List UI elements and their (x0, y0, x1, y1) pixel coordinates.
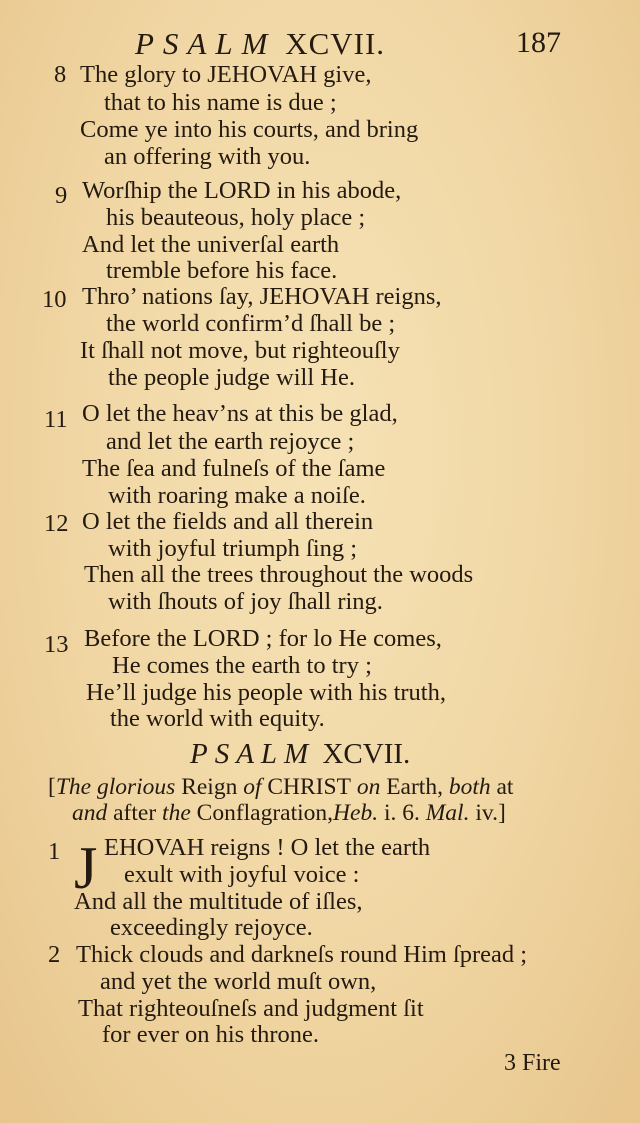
stanza-number: 1 (48, 838, 61, 865)
verse-line: And let the univerſal earth (82, 231, 340, 258)
verse-line: That righteouſneſs and judgment ſit (78, 995, 424, 1022)
argument-word: CHRIST (267, 774, 351, 800)
verse-line: O let the heav’ns at this be glad, (82, 400, 398, 427)
verse-line: with roaring make a noiſe. (108, 482, 366, 509)
argument-word: Mal. (425, 800, 470, 826)
verse-line: tremble before his face. (106, 257, 338, 284)
dropcap-letter: J (74, 835, 98, 901)
argument-word: and (72, 800, 108, 826)
verse-line: Come ye into his courts, and bring (80, 116, 419, 143)
argument-word: Heb. (333, 800, 379, 826)
verse-line: that to his name is due ; (104, 89, 337, 116)
verse-line: The ſea and fulneſs of the ſame (82, 455, 386, 482)
verse-line: Worſhip the LORD in his abode, (82, 177, 402, 204)
stanza-number: 12 (44, 510, 69, 537)
argument-word: of (243, 774, 262, 800)
stanza-number: 10 (42, 286, 67, 313)
verse-line: The glory to JEHOVAH give, (80, 61, 372, 88)
verse-line: EHOVAH reigns ! O let the earth (104, 834, 431, 861)
argument-word: after (113, 800, 157, 826)
argument-word: Reign (181, 774, 238, 800)
page-number: 187 (516, 26, 561, 59)
verse-line: the world with equity. (110, 705, 325, 732)
stanza-number: 9 (55, 182, 68, 209)
verse-line: and yet the world muſt own, (100, 968, 377, 995)
verse-line: with joyful triumph ſing ; (108, 535, 358, 562)
verse-line: Thro’ nations ſay, JEHOVAH reigns, (82, 283, 442, 310)
verse-line: the world confirm’d ſhall be ; (106, 310, 396, 337)
psalm-argument-line-1 (48, 774, 513, 801)
verse-line: and let the earth rejoyce ; (106, 428, 355, 455)
page-header (0, 26, 640, 66)
verse-line: It ſhall not move, but righteouſly (80, 337, 400, 364)
argument-word: The glorious (55, 774, 176, 800)
stanza-number: 13 (44, 631, 69, 658)
verse-line: his beauteous, holy place ; (106, 204, 366, 231)
psalm-heading-word: PSALM (190, 738, 316, 770)
psalm-heading (190, 738, 410, 771)
verse-line: exult with joyful voice : (124, 861, 360, 888)
argument-word: the (162, 800, 191, 826)
argument-word: Conflagration, (196, 800, 334, 826)
argument-word: at (496, 774, 514, 800)
verse-line: O let the fields and all therein (82, 508, 374, 535)
stanza-number: 8 (54, 61, 67, 88)
catchword: 3 Fire (504, 1050, 561, 1076)
argument-word: both (448, 774, 491, 800)
psalm-argument-line-2 (72, 800, 506, 827)
verse-line: Before the LORD ; for lo He comes, (84, 625, 442, 652)
verse-line: Then all the trees throughout the woods (84, 561, 474, 588)
argument-word: Earth, (386, 774, 443, 800)
verse-line: exceedingly rejoyce. (110, 914, 313, 941)
argument-word: on (356, 774, 381, 800)
argument-word: i. 6. (383, 800, 420, 826)
running-title (135, 26, 385, 62)
stanza-number: 11 (44, 406, 68, 433)
verse-line: He comes the earth to try ; (112, 652, 372, 679)
verse-line: He’ll judge his people with his truth, (86, 679, 446, 706)
argument-bracket: [ (48, 774, 56, 800)
verse-line: And all the multitude of iſles, (74, 888, 363, 915)
verse-line: Thick clouds and darkneſs round Him ſpread ; (76, 941, 528, 968)
verse-line: an offering with you. (104, 143, 311, 170)
stanza-number: 2 (48, 941, 61, 968)
running-title-number: XCVII. (285, 26, 386, 61)
argument-word: iv.] (475, 800, 506, 826)
psalm-heading-number: XCVII. (322, 738, 411, 770)
verse-line: the people judge will He. (108, 364, 355, 391)
verse-line: with ſhouts of joy ſhall ring. (108, 588, 383, 615)
verse-line: for ever on his throne. (102, 1021, 320, 1048)
running-title-word: PSALM (135, 26, 277, 61)
